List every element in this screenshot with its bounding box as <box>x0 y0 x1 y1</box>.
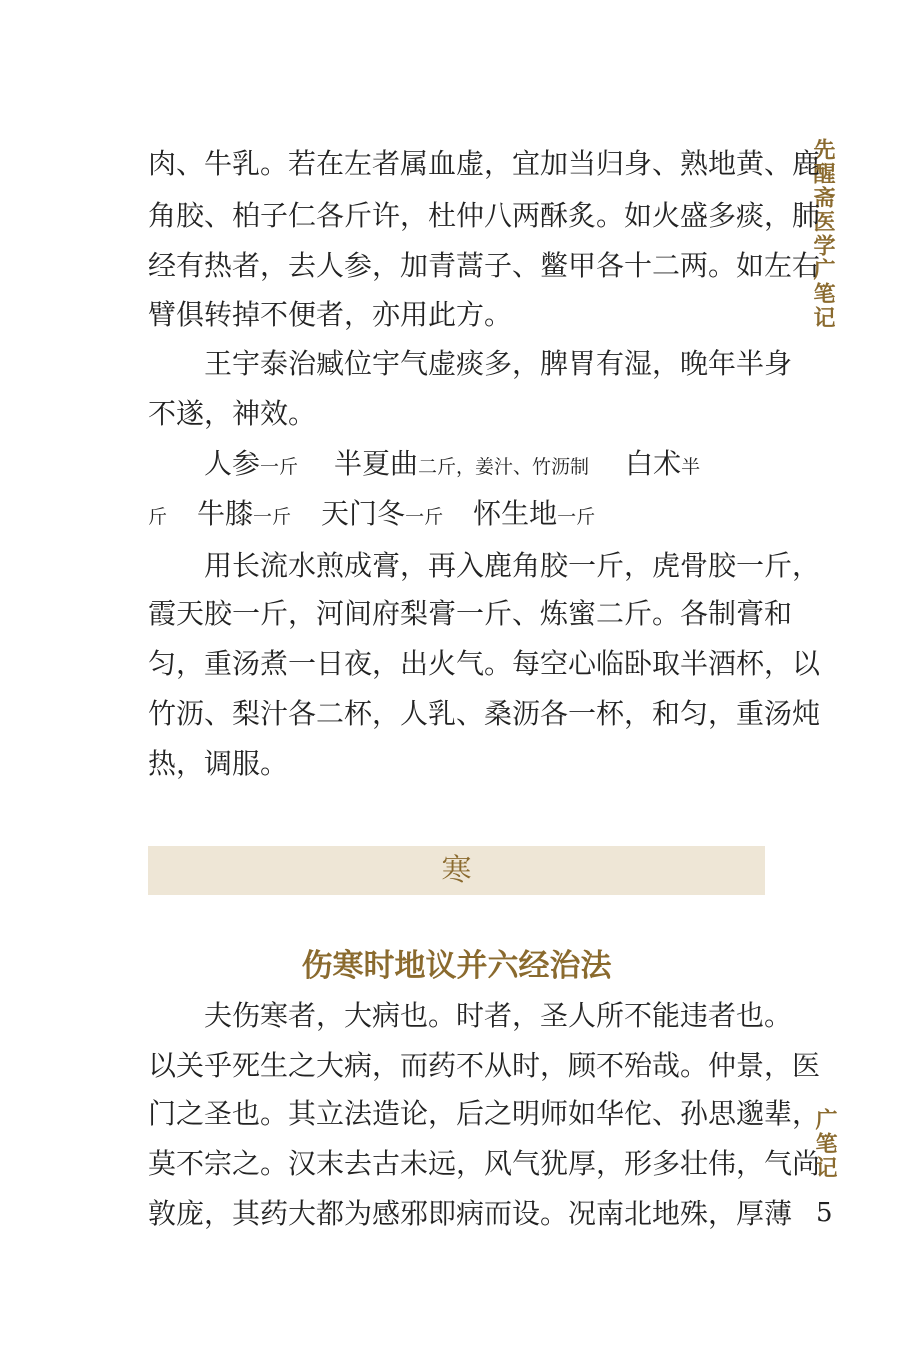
text-line: 王宇泰治臧位宇气虚痰多，脾胃有湿，晚年半身 <box>204 347 793 380</box>
side-label: 广笔记 <box>812 1108 838 1180</box>
page-number: 5 <box>816 1198 833 1228</box>
ingredient-dose: 二斤，姜汁、竹沥制 <box>418 456 590 478</box>
ingredient-dose: 半 <box>681 456 701 478</box>
ingredient-name: 半夏曲 <box>334 447 419 480</box>
ingredient-dose: 一斤 <box>405 506 444 528</box>
ingredient-name: 人参 <box>204 447 261 480</box>
text-line: 竹沥、梨汁各二杯，人乳、桑沥各一杯，和匀，重汤炖 <box>148 697 821 730</box>
recipe-line <box>148 438 768 490</box>
ingredient-dose: 一斤 <box>557 506 596 528</box>
ingredient-dose: 一斤 <box>260 456 299 478</box>
text-line: 不遂，神效。 <box>148 397 317 430</box>
text-line: 热，调服。 <box>148 747 289 780</box>
ingredient-dose: 斤 <box>148 506 168 528</box>
text-line: 门之圣也。其立法造论，后之明师如华佗、孙思邈辈， <box>148 1097 821 1130</box>
section-banner <box>148 846 765 895</box>
text-line: 肉、牛乳。若在左者属血虚，宜加当归身、熟地黄、鹿 <box>148 147 821 180</box>
section-title: 寒 <box>441 853 472 888</box>
ingredient-name: 天门冬 <box>321 497 406 530</box>
text-line: 夫伤寒者，大病也。时者，圣人所不能违者也。 <box>204 999 793 1032</box>
running-header: 先醒斋医学广笔记 <box>810 138 836 330</box>
ingredient-name: 怀生地 <box>473 497 558 530</box>
recipe-line <box>148 488 768 540</box>
text-line: 敦庞，其药大都为感邪即病而设。况南北地殊，厚薄 <box>148 1197 793 1230</box>
text-line: 臂俱转掉不便者，亦用此方。 <box>148 298 513 331</box>
ingredient-name: 白术 <box>625 447 682 480</box>
chapter-heading: 伤寒时地议并六经治法 <box>301 948 612 984</box>
text-line: 用长流水煎成膏，再入鹿角胶一斤，虎骨胶一斤， <box>204 549 821 582</box>
ingredient-name: 牛膝 <box>197 497 254 530</box>
text-line: 霞天胶一斤，河间府梨膏一斤、炼蜜二斤。各制膏和 <box>148 597 793 630</box>
text-line: 匀，重汤煮一日夜，出火气。每空心临卧取半酒杯，以 <box>148 647 821 680</box>
text-line: 角胶、柏子仁各斤许，杜仲八两酥炙。如火盛多痰，肺 <box>148 199 821 232</box>
ingredient-dose: 一斤 <box>253 506 292 528</box>
text-line: 经有热者，去人参，加青蒿子、鳖甲各十二两。如左右 <box>148 249 821 282</box>
text-line: 以关乎死生之大病，而药不从时，顾不殆哉。仲景，医 <box>148 1049 821 1082</box>
text-line: 莫不宗之。汉末去古未远，风气犹厚，形多壮伟，气尚 <box>148 1147 821 1180</box>
